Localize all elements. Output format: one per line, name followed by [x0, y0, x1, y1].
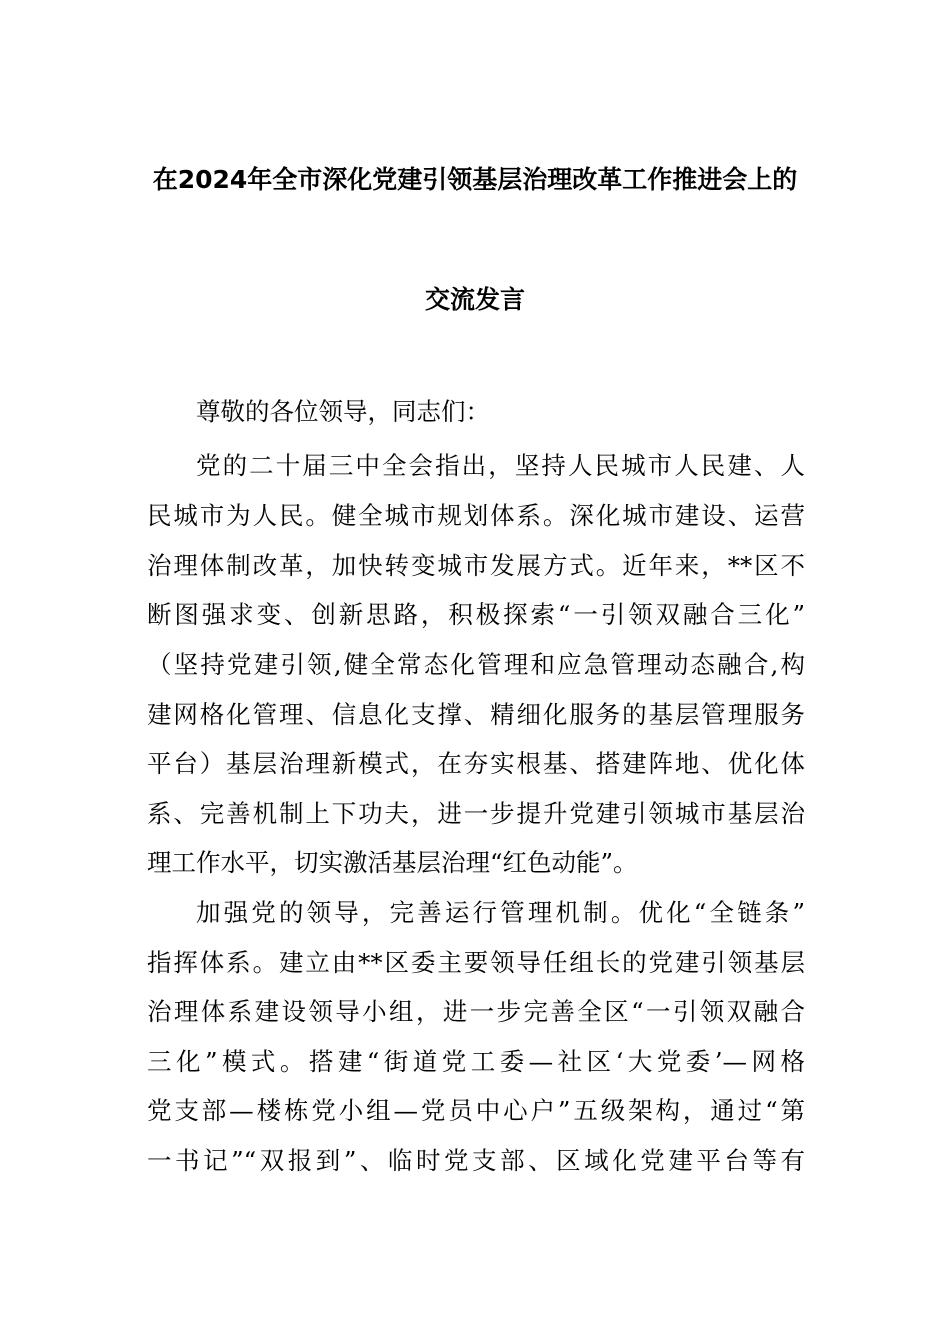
paragraph-1-line: 理工作水平，切实激活基层治理“红色动能”。 — [147, 848, 638, 877]
paragraph-2-line: 治理体系建设领导小组，进一步完善全区“一引领双融合 — [147, 997, 805, 1026]
paragraph-1-line: 系、完善机制上下功夫，进一步提升党建引领城市基层治 — [147, 799, 805, 828]
paragraph-1-line: 建网格化管理、信息化支撑、精细化服务的基层管理服务 — [147, 700, 805, 729]
document-title-line-2: 交流发言 — [424, 285, 525, 314]
paragraph-1-line: 党的二十届三中全会指出，坚持人民城市人民建、人 — [196, 451, 805, 480]
paragraph-2-line: 加强党的领导，完善运行管理机制。优化“全链条” — [196, 898, 805, 927]
paragraph-1-line: 治理体制改革，加快转变城市发展方式。近年来，**区不 — [147, 551, 805, 580]
paragraph-1-line: 平台）基层治理新模式，在夯实根基、搭建阵地、优化体 — [147, 749, 805, 778]
paragraph-2-line: 指挥体系。建立由**区委主要领导任组长的党建引领基层 — [147, 948, 805, 977]
document-title-line-1: 在2024年全市深化党建引领基层治理改革工作推进会上的 — [152, 165, 798, 194]
paragraph-2-line: 三化”模式。搭建“街道党工委—社区‘大党委’—网格 — [147, 1047, 805, 1076]
paragraph-2-line: 一书记”“双报到”、临时党支部、区域化党建平台等有 — [147, 1146, 805, 1175]
paragraph-2-line: 党支部—楼栋党小组—党员中心户”五级架构，通过“第 — [147, 1096, 805, 1125]
paragraph-1-line: 民城市为人民。健全城市规划体系。深化城市建设、运营 — [147, 501, 805, 530]
paragraph-1-line: （坚持党建引领,健全常态化管理和应急管理动态融合,构 — [147, 650, 805, 679]
greeting: 尊敬的各位领导，同志们： — [196, 397, 490, 426]
paragraph-1-line: 断图强求变、创新思路，积极探索“一引领双融合三化” — [147, 600, 805, 629]
